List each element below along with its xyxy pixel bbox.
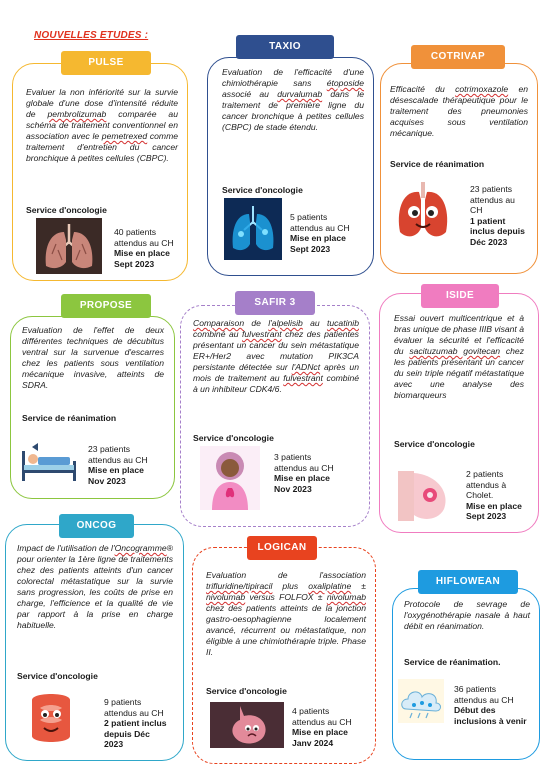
study-stats-taxio — [290, 212, 350, 254]
stat-line: attendus au CH — [290, 222, 350, 233]
study-tag-propose: PROPOSE — [61, 294, 151, 318]
stat-bold: Sept 2023 — [290, 243, 331, 254]
study-stats-safir3 — [274, 452, 334, 494]
lungs-icon — [36, 218, 102, 274]
stat-bold: Sept 2023 — [466, 511, 507, 522]
stat-line: attendus au CH — [454, 694, 514, 705]
study-stats-propose — [88, 444, 148, 486]
stat-bold: 1 patient — [470, 215, 506, 226]
study-tag-cotrivap: COTRIVAP — [411, 45, 505, 69]
study-description-cotrivap: Efficacité du cotrimoxazole en désescalade thérapeutique pour le traitement des pneumonies acquises sous ventilation mécanique. — [390, 84, 528, 138]
stat-line: attendus à — [466, 479, 507, 490]
stat-bold: Mise en place — [290, 233, 346, 244]
stat-bold: Sept 2023 — [114, 258, 155, 269]
study-tag-hiflowean: HIFLOWEAN — [418, 570, 518, 594]
stat-line: 2 patients — [466, 469, 504, 479]
study-tag-oncog: ONCOG — [59, 514, 134, 538]
stat-bold: inclus depuis — [470, 226, 525, 237]
stat-line: 23 patients — [470, 184, 513, 194]
oxygen-cloud-icon — [398, 679, 444, 723]
stat-line: CH — [470, 205, 483, 216]
intestine-character-icon — [22, 686, 80, 750]
stat-bold: Nov 2023 — [88, 475, 126, 486]
study-service-iside: Service d'oncologie — [394, 439, 475, 449]
stat-bold: Mise en place — [274, 473, 330, 484]
stat-line: 36 patients — [454, 684, 497, 694]
stomach-icon — [210, 702, 284, 748]
stat-line: 5 patients — [290, 212, 328, 222]
stat-bold: inclusions à venir — [454, 715, 527, 726]
stat-bold: Mise en place — [88, 465, 144, 476]
lungs-character-icon — [392, 178, 454, 244]
lungs-scan-icon — [224, 198, 282, 260]
study-description-oncog: Impact de l'utilisation de l'Oncogramme® pour orienter la 1ère ligne de traitements chez des patients atteints d'un cancer colorectal métastatique sur la survie sans progression, les coûts de prise en charge, l'efficience et la qualité de vie par rapport à la prise en charge habituelle. — [17, 543, 173, 630]
stat-bold: Nov 2023 — [274, 483, 312, 494]
study-stats-hiflowean — [454, 684, 527, 726]
study-description-taxio: Evaluation de l'efficacité d'une chimiothérapie sans étoposide associé au durvalumab dans le traitement de première ligne du cancer bronchique à petites cellules (CBPC) de stade étendu. — [222, 67, 364, 132]
study-service-propose: Service de réanimation — [22, 413, 117, 423]
stat-line: attendus au CH — [88, 454, 148, 465]
stat-line: attendus au — [470, 194, 515, 205]
study-service-hiflowean: Service de réanimation. — [404, 657, 501, 667]
pink-ribbon-woman-icon — [200, 446, 260, 510]
stat-line: attendus au CH — [114, 237, 174, 248]
stat-line: 40 patients — [114, 227, 157, 237]
stat-bold: Déc 2023 — [470, 236, 508, 247]
study-service-safir3: Service d'oncologie — [193, 433, 274, 443]
stat-bold: Début des — [454, 705, 496, 716]
stat-bold: Mise en place — [292, 727, 348, 738]
stat-bold: Mise en place — [114, 248, 170, 259]
stat-bold: 2023 — [104, 739, 124, 750]
stat-line: 23 patients — [88, 444, 131, 454]
stat-line: 4 patients — [292, 706, 330, 716]
stat-line: 9 patients — [104, 697, 142, 707]
study-stats-iside — [466, 469, 522, 522]
stat-line: attendus au CH — [104, 707, 164, 718]
stat-bold: 2 patient inclus — [104, 718, 167, 729]
study-service-taxio: Service d'oncologie — [222, 185, 303, 195]
study-service-pulse: Service d'oncologie — [26, 205, 107, 215]
study-tag-pulse: PULSE — [61, 51, 151, 75]
study-description-pulse: Evaluer la non infériorité sur la survie globale d'une dose d'intensité réduite de pembrolizumab comparée au schéma de traitement conventionnel en association avec le pemetrexed comme traitement d'entretien du cancer bronchique à petites cellules (CBPC). — [26, 87, 179, 163]
study-service-oncog: Service d'oncologie — [17, 671, 98, 681]
study-stats-cotrivap — [470, 184, 525, 248]
stat-line: attendus au CH — [292, 716, 352, 727]
breast-icon — [392, 469, 458, 523]
study-tag-safir3: SAFIR 3 — [235, 291, 315, 315]
stat-bold: depuis Déc — [104, 728, 150, 739]
page-title: NOUVELLES ETUDES : — [34, 30, 149, 41]
stat-bold: Mise en place — [466, 500, 522, 511]
study-tag-logican: LOGICAN — [247, 536, 317, 560]
study-tag-iside: ISIDE — [421, 284, 499, 308]
study-description-safir3: Comparaison de l'alpelisib au tucatinib combiné au fulvestrant chez des patientes présentant un cancer du sein métastatique ER+/Her2 avec mutation PIK3CA persistante détectée sur l'ADNct après un mois de traitement au fulvestrant combiné à un inhibiteur CDK4/6. — [193, 318, 360, 394]
study-description-hiflowean: Protocole de sevrage de l'oxygénothérapie nasale à haut débit en réanimation. — [404, 599, 530, 631]
study-description-logican: Evaluation de l'association trifluridine/tipiracil plus oxaliplatine ± nivolumab versus FOLFOX ± nivolumab chez des patients atteints de la jonction gastro-oesophagienne localement avancé, récurrent ou métastatique, non éligible à une chimiothérapie triple. Phase II. — [206, 570, 366, 657]
study-tag-taxio: TAXIO — [236, 35, 334, 59]
stat-line: 3 patients — [274, 452, 312, 462]
study-stats-logican — [292, 706, 352, 748]
study-service-cotrivap: Service de réanimation — [390, 159, 485, 169]
study-stats-pulse — [114, 227, 174, 269]
study-stats-oncog — [104, 697, 167, 750]
study-description-propose: Evaluation de l'effet de deux différentes techniques de décubitus ventral sur la survenue d'escarres chez les patients sous ventilation mécanique invasive, atteints de SDRA. — [22, 325, 164, 390]
study-service-logican: Service d'oncologie — [206, 686, 287, 696]
stat-line: Cholet. — [466, 490, 494, 501]
stat-line: attendus au CH — [274, 462, 334, 473]
study-description-iside: Essai ouvert multicentrique et à bras unique de phase IIIB visant à évaluer la sécurité et l'efficacité du sacituzumab govitecan chez les patients présentant un cancer du sein triple négatif métastatique avec une analyse des biomarqueurs — [394, 313, 524, 400]
patient-bed-icon — [18, 437, 80, 485]
stat-bold: Janv 2024 — [292, 737, 334, 748]
